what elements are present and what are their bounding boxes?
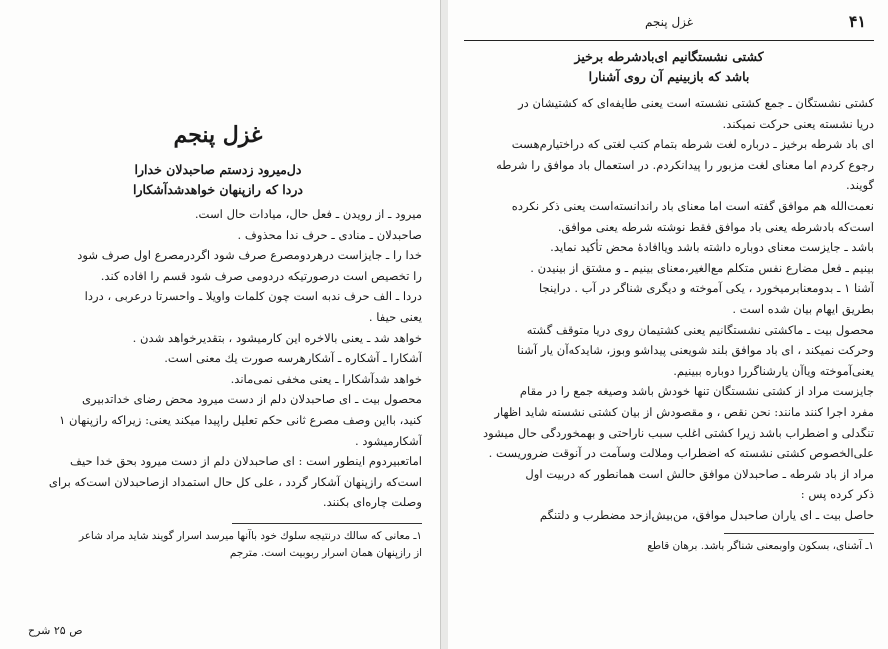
text-line: وصلت چاره‌ای بکنند. <box>322 495 422 510</box>
left-body-text <box>14 204 422 513</box>
text-line: است‌که بادشرطه یعنی باد موافق فقط نوشته شرطه یعنی موافق. <box>557 219 874 234</box>
text-line: وحرکت نمیکند ، ای باد موافق بلند شویعنی پیداشو وبوز، شایدکه‌آن یار آشنا <box>517 343 874 358</box>
text-line: یعنی‌آموخته ویاآن یارشناگررا دوباره ببینیم. <box>673 363 874 378</box>
text-line: یعنی حیفا . <box>368 309 422 324</box>
text-line: مراد از باد شرطه ـ صاحبدلان موافق حالش است همانطور که دربیت اول <box>525 466 874 481</box>
verse-line-1: دل‌میرود زدستم صاحبدلان خدارا <box>134 162 302 177</box>
footnote-rule <box>232 523 422 524</box>
text-line: دردا ـ الف حرف ندبه است چون کلمات واویلا ـ واحسرتا درعربی ، دردا <box>84 289 422 304</box>
text-line: را تخصیص است درصورتیکه دردومی صرف شود قسم را افاده کند. <box>100 268 422 283</box>
verse-line-2: دردا که رازپنهان خواهدشدآشکارا <box>133 182 303 197</box>
verse-line-2: باشد که بازبینیم آن روی آشنارا <box>588 69 750 84</box>
footnote-line: ۱ـ معانی که سالك درنتیجه سلوك خود باآنها میرسد اسرار گویند شاید مراد شاعر <box>78 529 422 542</box>
text-line: گویند. <box>845 178 874 193</box>
text-line: مفرد اجرا کنند مانند: نحن نقص ، و مقصودش از بیان کشتی نشسته شاید اظهار <box>494 404 874 419</box>
left-footnotes <box>14 528 422 562</box>
text-line: باشد ـ جایزست معنای دوباره داشته باشد ویاافادهٔ محض تأکید نماید. <box>550 240 874 255</box>
verse-line-1: کشتی نشستگانیم ای‌بادشرطه برخیز <box>574 49 764 64</box>
text-line: محصول بیت ـ ای صاحبدلان دلم از دست میرود محض رضای خداتدبیری <box>81 392 422 407</box>
text-line: علی‌الخصوص کشتی نشسته که اضطراب وملالت وسآمت در آنوقت ضروریست . <box>488 446 874 461</box>
footnote-rule <box>724 533 874 534</box>
right-body-text <box>464 93 874 525</box>
text-line: است‌که رازپنهان آشکار گردد ، علی کل حال استمداد ازصاحبدلان است‌که برای <box>48 474 422 489</box>
page-signature-mark: ص ۲۵ شرح <box>28 624 83 637</box>
right-page <box>448 0 888 649</box>
text-line: حاصل بیت ـ ای یاران صاحبدل موافق، من‌بیش‌ازحد مضطرب و دلتنگم <box>539 507 874 522</box>
text-line: اماتعبیردوم اینطور است : ای صاحبدلان دلم از دست میرود بحق خدا حیف <box>69 454 422 469</box>
text-line: صاحبدلان ـ منادی ـ حرف ندا محذوف . <box>237 227 422 242</box>
text-line: جایزست مراد از کشتی نشستگان تنها خودش باشد وصیغه جمع را در مقام <box>519 384 874 399</box>
text-line: رجوع کردم اما معنای لغت مزبور را پیدانکردم. در استعمال باد موافق را شرطه <box>496 157 874 172</box>
text-line: دریا نشسته یعنی حرکت نمیکند. <box>722 116 874 131</box>
text-line: آشکارمیشود . <box>354 433 422 448</box>
chapter-title: غزل پنجم <box>173 122 263 148</box>
text-line: کنید، بااین وصف مصرع ثانی حکم تعلیل راپیدا میکند یعنی: زیراکه رازپنهان ۱ <box>59 412 422 427</box>
text-line: بینیم ـ فعل مضارع نفس متکلم مع‌الغیر،معنای بینیم ـ و مشتق از بینیدن . <box>530 260 874 275</box>
running-title: غزل پنجم <box>644 15 694 29</box>
text-line: ذکر کرده پس : <box>800 487 874 502</box>
footnote: ۱ـ آشنای، بسکون واوبمعنی شناگر باشد. برهان قاطع <box>647 540 874 553</box>
text-line: خواهد شد ـ یعنی بالاخره این کارمیشود ، بتقدیرخواهد شدن . <box>132 330 422 345</box>
text-line: محصول بیت ـ ماکشتی نشستگانیم یعنی کشتیمان روی دریا متوقف گشته <box>526 322 874 337</box>
text-line: آشنا ۱ ـ بدومعنابرمیخورد ، یکی آموخته و دیگری شناگر در آب . دراینجا <box>539 281 874 296</box>
text-line: خواهد شدآشکارا ـ یعنی مخفی نمی‌ماند. <box>230 371 422 386</box>
text-line: نعمت‌الله هم موافق گفته است اما معنای باد راندانسته‌است یعنی ذکر نکرده <box>511 198 874 213</box>
left-page <box>0 0 440 649</box>
text-line: ای باد شرطه برخیز ـ درباره لغت شرطه بتمام کتب لغتی که دراختیارم‌هست <box>511 137 874 152</box>
text-line: میرود ـ از رویدن ـ فعل حال، میادات حال است. <box>194 207 422 221</box>
footnote-line: از رازپنهان همان اسرار ربوبیت است. مترجم <box>229 546 422 559</box>
text-line: آشکارا ـ آشکاره ـ آشکارهرسه صورت یك معنی است. <box>164 351 422 366</box>
text-line: خدا را ـ جایزاست درهردومصرع صرف شود اگردرمصرع اول صرف شود <box>77 248 422 263</box>
text-line: تنگدلی و اضطراب باشد زیرا کشتی اغلب سبب ناراحتی و بهمخوردگی حال میشود <box>483 425 874 440</box>
page-number: ۴۱ <box>848 12 866 31</box>
page-header <box>464 0 874 41</box>
text-line: کشتی نشستگان ـ جمع کشتی نشسته است یعنی طایفه‌ای که کشتیشان در <box>518 96 874 110</box>
text-line: بطریق ایهام بیان شده است . <box>732 301 874 316</box>
